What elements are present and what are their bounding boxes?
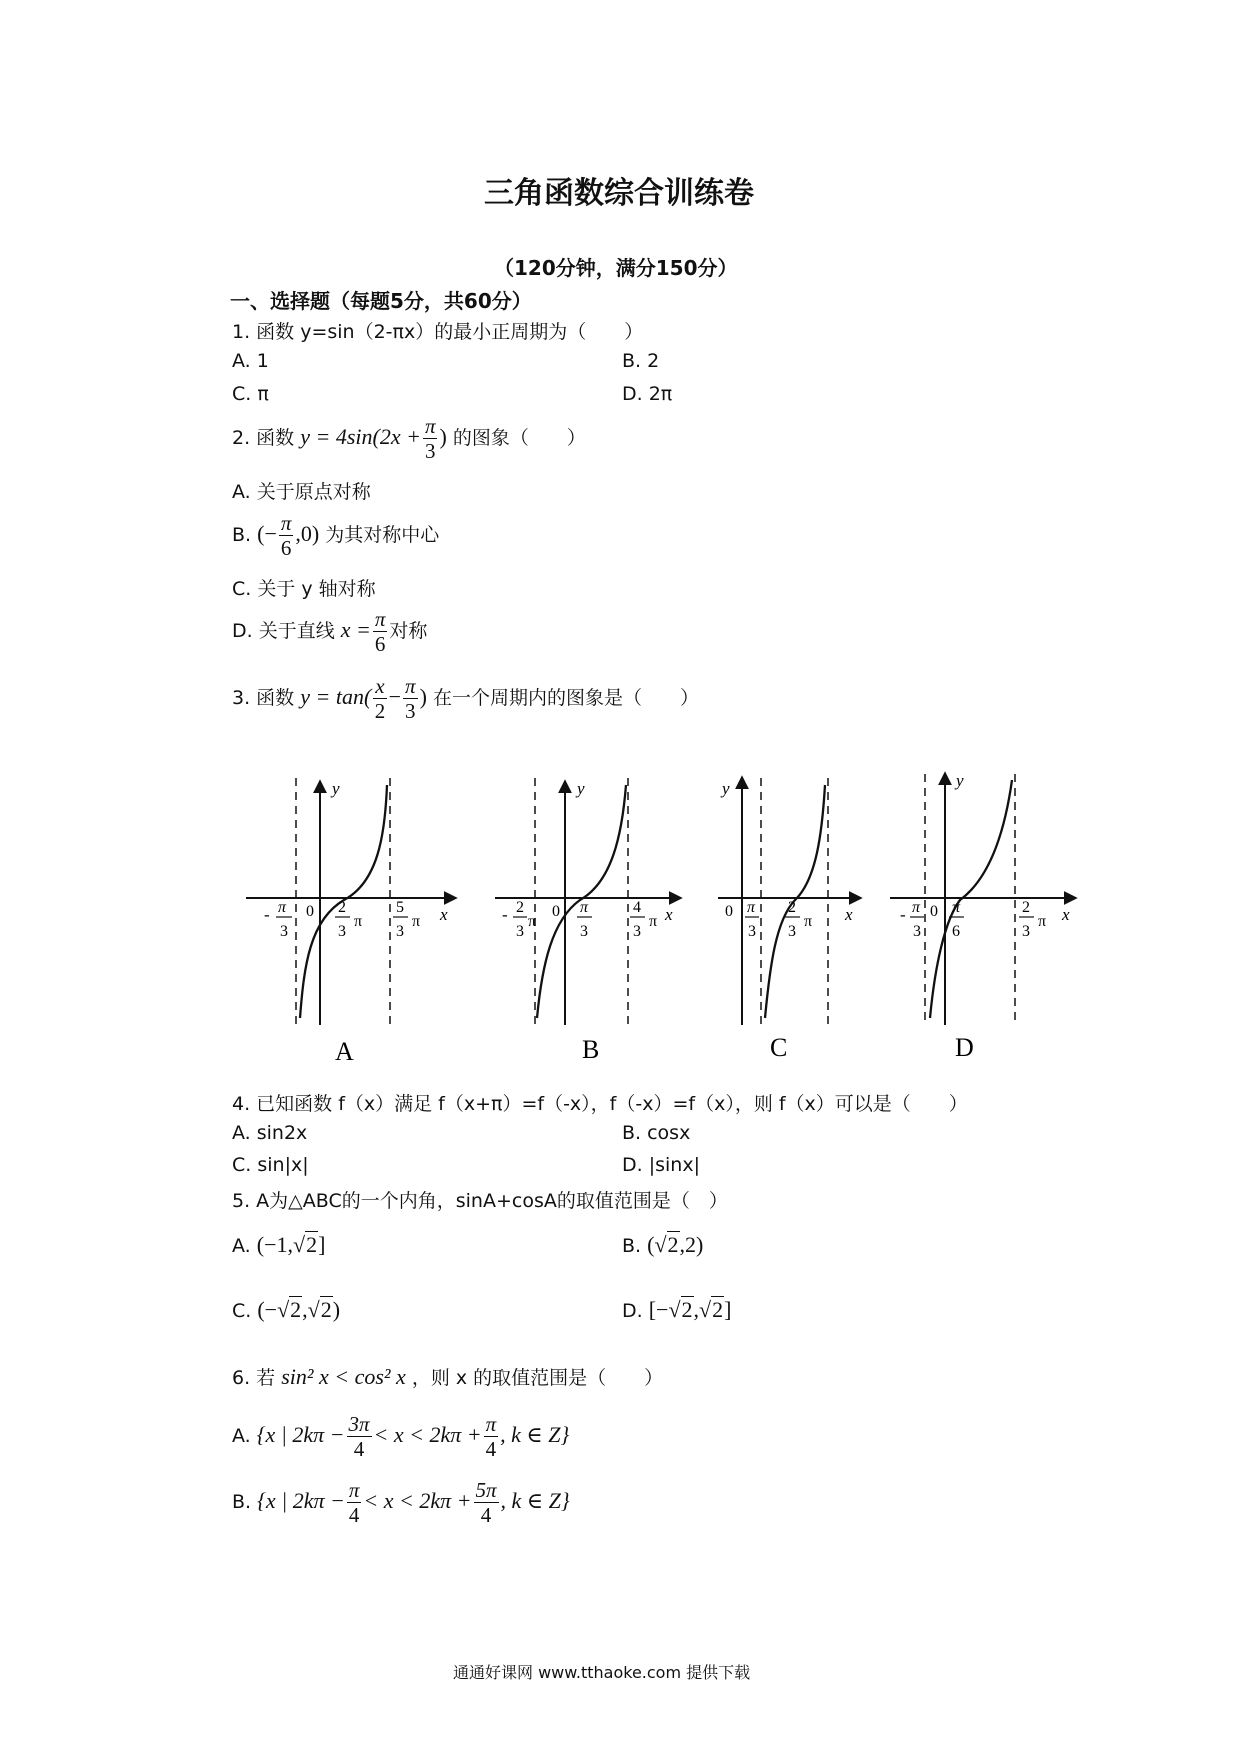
- question-4: 4. 已知函数 f（x）满足 f（x+π）=f（-x），f（-x）=f（x），则 f（x）可以是（ ）: [232, 1093, 968, 1115]
- svg-text:3: 3: [633, 923, 641, 940]
- svg-text:3: 3: [338, 923, 346, 940]
- graph-c-label: C: [770, 1033, 788, 1062]
- svg-text:3: 3: [913, 923, 921, 940]
- q6-option-b: B. {x | 2kπ − $\frac{\pi}{4}$ < x < 2kπ + $\frac{5\pi}{4}$ , k ∈ Z}: [232, 1478, 570, 1528]
- svg-text:4: 4: [633, 899, 641, 916]
- graph-c: [718, 778, 860, 1062]
- svg-text:x: x: [845, 905, 853, 924]
- page-title: 三角函数综合训练卷: [484, 176, 754, 211]
- page-footer: 通通好课网 www.tthaoke.com 提供下载: [453, 1663, 751, 1682]
- q2-option-d: D. 关于直线 x = $\frac{\pi}{6}$ 对称: [232, 607, 428, 657]
- svg-text:y: y: [956, 771, 964, 790]
- page-subtitle: （120分钟，满分150分）: [494, 256, 738, 280]
- svg-text:y: y: [722, 779, 730, 798]
- q1-option-b: B. 2: [622, 350, 660, 372]
- q1-option-d: D. 2π: [622, 383, 673, 405]
- q2-option-a: A. 关于原点对称: [232, 481, 371, 503]
- svg-text:π: π: [747, 899, 756, 916]
- graph-a: [246, 778, 455, 1066]
- svg-text:3: 3: [1022, 923, 1030, 940]
- question-1: 1. 函数 y=sin（2-πx）的最小正周期为（ ）: [232, 321, 644, 343]
- question-3: 3. 函数 y = tan( $\frac{x}{2}$ − $\frac{\pi}{3}$ ) 在一个周期内的图象是（ ）: [232, 674, 699, 724]
- svg-text:π: π: [912, 899, 921, 916]
- graph-b: [495, 778, 680, 1064]
- q1-option-a: A. 1: [232, 350, 269, 372]
- svg-text:2: 2: [1022, 899, 1030, 916]
- svg-text:π: π: [412, 913, 421, 930]
- svg-text:3: 3: [788, 923, 796, 940]
- svg-text:-: -: [264, 905, 270, 924]
- graph-a-label: A: [335, 1037, 354, 1066]
- q2-option-b: B. (− $\frac{\pi}{6}$ ,0) 为其对称中心: [232, 511, 440, 561]
- svg-text:3: 3: [580, 923, 588, 940]
- q5-option-b: B. (√2,2): [622, 1232, 704, 1257]
- q4-option-d: D. |sinx|: [622, 1154, 700, 1176]
- section-heading: 一、选择题（每题5分，共60分）: [230, 289, 532, 313]
- svg-text:2: 2: [516, 899, 524, 916]
- svg-text:π: π: [1038, 913, 1047, 930]
- q4-option-c: C. sin|x|: [232, 1154, 309, 1176]
- svg-text:0: 0: [552, 903, 560, 920]
- svg-text:3: 3: [516, 923, 524, 940]
- q2-formula: y = 4sin(2x +: [300, 424, 421, 450]
- svg-text:y: y: [332, 779, 340, 798]
- svg-text:0: 0: [306, 903, 314, 920]
- q6-option-a: A. {x | 2kπ − $\frac{3\pi}{4}$ < x < 2kπ + $\frac{\pi}{4}$ , k ∈ Z}: [232, 1412, 570, 1462]
- q4-option-b: B. cosx: [622, 1122, 691, 1144]
- svg-text:y: y: [577, 779, 585, 798]
- svg-text:x: x: [665, 905, 673, 924]
- q2-fraction: $\frac{\pi}{3}$: [424, 414, 436, 464]
- svg-text:0: 0: [725, 903, 733, 920]
- svg-text:6: 6: [952, 923, 960, 940]
- question-6: 6. 若 sin² x < cos² x ，则 x 的取值范围是（ ）: [232, 1364, 664, 1389]
- svg-text:π: π: [952, 899, 961, 916]
- svg-text:π: π: [649, 913, 658, 930]
- svg-text:π: π: [278, 899, 287, 916]
- graph-d-label: D: [955, 1033, 974, 1062]
- svg-text:2: 2: [788, 899, 796, 916]
- q5-option-a: A. (−1,√2]: [232, 1232, 326, 1257]
- svg-text:-: -: [900, 905, 906, 924]
- q4-option-a: A. sin2x: [232, 1122, 308, 1144]
- question-5: 5. A为△ABC的一个内角，sinA+cosA的取值范围是（ ）: [232, 1190, 728, 1212]
- q5-option-d: D. [−√2,√2]: [622, 1297, 732, 1322]
- svg-text:3: 3: [280, 923, 288, 940]
- graph-b-label: B: [582, 1035, 600, 1064]
- svg-text:x: x: [440, 905, 448, 924]
- q3-graphs: [240, 760, 1100, 1080]
- svg-text:3: 3: [396, 923, 404, 940]
- svg-text:π: π: [804, 913, 813, 930]
- svg-text:π: π: [354, 913, 363, 930]
- svg-text:3: 3: [748, 923, 756, 940]
- question-2: 2. 函数 y = 4sin(2x + $\frac{\pi}{3}$ ) 的图象（ ）: [232, 414, 586, 464]
- q2-prefix: 2. 函数: [232, 427, 295, 450]
- svg-text:5: 5: [396, 899, 404, 916]
- svg-text:2: 2: [338, 899, 346, 916]
- q5-option-c: C. (−√2,√2): [232, 1297, 341, 1322]
- svg-text:x: x: [1062, 905, 1070, 924]
- q2-suffix: 的图象（ ）: [452, 427, 586, 450]
- q1-option-c: C. π: [232, 383, 269, 405]
- graph-d: [890, 771, 1075, 1062]
- svg-text:π: π: [580, 899, 589, 916]
- svg-text:π: π: [528, 913, 537, 930]
- q2-option-c: C. 关于 y 轴对称: [232, 578, 376, 600]
- svg-text:0: 0: [930, 903, 938, 920]
- svg-text:-: -: [502, 905, 508, 924]
